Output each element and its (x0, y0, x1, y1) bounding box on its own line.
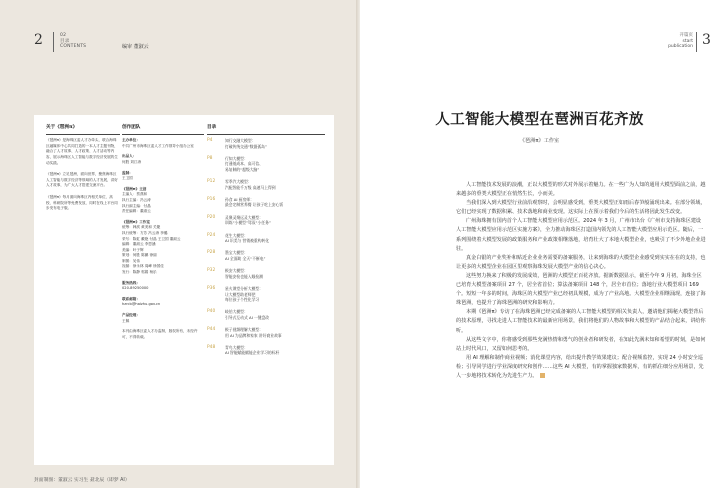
team-line: 王佩 (122, 318, 130, 323)
toc-line: 零季汽大模型： (225, 179, 252, 185)
article-byline: 《琶洲π》工作室 (519, 138, 560, 144)
team-heading: 《琶洲π》工作室 (122, 219, 150, 224)
toc-line: 知行交融大模型： (225, 138, 256, 144)
team-line: 采写：陈虹 戴艳 付晶 王卫国 董淑云 (122, 236, 181, 241)
toc-line: AI 智能赋能赋能企业学习的标杆 (225, 350, 280, 356)
team-line: 执行主编：冯云涛 (122, 197, 151, 202)
team-block (122, 171, 204, 182)
cover-credit: 封面制图：董淑云 实习生 聂北辰（即梦 AI） (34, 478, 130, 483)
team-heading: 出品人： (122, 154, 137, 159)
toc-text (225, 327, 325, 338)
article-title: 人工智能大模型在琶洲百花齐放 (435, 112, 644, 128)
section-line: 02 (60, 33, 67, 38)
toc-list (207, 138, 325, 356)
team-heading: 产品经理： (122, 313, 140, 318)
toc-line: 引导式互动式 AI 一键盘改 (225, 314, 270, 320)
toc-line: 行知大模型： (225, 156, 248, 161)
column-rule (122, 134, 204, 135)
about-title: 关于《琶洲π》 (46, 125, 78, 130)
section-line: 开篇页 (679, 33, 693, 38)
team-line: 中共广州市海珠区委人才工作领导小组办公室 (122, 143, 194, 148)
toc-item (207, 197, 325, 208)
section-line: CONTENTS (60, 44, 87, 49)
column-rule (207, 134, 325, 135)
toc-item (207, 309, 325, 320)
team-line: 发行：陈静 郭娟 杨乐 (122, 270, 157, 275)
team-heading: 主办单位： (122, 138, 140, 143)
team-line: 王卫国 (122, 176, 133, 181)
article-paragraph: 这些努力换来了积极的发展成效，琶洲的大模型正百花齐放。据新数据显示，截至今年 9 月初，海珠全区已培育大模型备案项目 27 个，居全省首位；算法备案项目 148 个，居全市首位；落地行业大模型项目 169 个。短短一年多的时间，海珠区的大模型产业已经初具规模，成为了产业高地。大模型企业相继涌现，连接了海珠琶洲，也提升了海珠琶洲的研究和影响力。 (456, 272, 706, 307)
end-mark-icon (540, 373, 545, 378)
toc-text (225, 197, 325, 208)
team-block (122, 297, 204, 308)
toc-line: 岐伯大模型： (225, 309, 248, 315)
toc-text (225, 268, 325, 279)
left-page-number: 2 (34, 32, 43, 48)
right-page (360, 0, 719, 488)
team-heading: 《琶洲π》主创 (122, 186, 147, 191)
team-block (122, 281, 204, 292)
team-heading: 服务热线： (122, 280, 140, 285)
toc-line: 灵聚灵聚远灵大模型： (225, 214, 263, 220)
team-line: 本刊由海珠区委人才办监制，版权所有，未经许可，不得转载。 (122, 329, 198, 339)
article-paragraph: 真金白银的产业奖补和贴近企业业务需要的备案服务，让来到海珠的大模型企业感受到实实在在的支持，也让更多的大模型企业在园区里观察海珠发展大模型产业的信心决心。 (456, 254, 706, 270)
team-line: 视频：徐永林 周峰 徐国佳 (122, 264, 164, 269)
team-block (122, 154, 204, 165)
toc-line: 孙食 AI 厨房师： (225, 197, 254, 203)
about-paragraph: 《琶洲π》每月面向海珠区内相关单位、高校、科研院所等免费发放，同时在线上平台同步发布电子版。 (46, 194, 118, 211)
toc-line: 智能安检也能入眼检测 (225, 273, 263, 279)
team-block (122, 138, 204, 149)
toc-line: 极子视频理解大模型： (225, 327, 263, 333)
toc-line: 墨宝大模型： (225, 250, 248, 256)
toc-text (225, 215, 325, 226)
toc-line: 易复制的“超级大脑” (225, 166, 260, 172)
toc-line: 星火课堂分析大模型： (225, 286, 263, 292)
toc-page: P20 (207, 214, 216, 220)
article-paragraph: 当我们深入到大模型行业前沿观察时，会明显感受到，垂类大模型正如雨后春笋般涌现出来。在部分领域，它们已经实现了数据积累、技术落地和商业变现。这实际上在预示着我们今后的生活将因此发生改变。 (456, 200, 706, 216)
toc-item (207, 179, 325, 190)
team-heading: 监制： (122, 170, 133, 175)
toc-page: P8 (207, 156, 213, 161)
toc-line: 每位孩子个性化学习 (225, 296, 260, 302)
toc-item (207, 327, 325, 338)
toc-line: 汽配智能千万级 高速马上得到 (225, 184, 276, 190)
toc-item (207, 156, 325, 172)
about-paragraph: 《琶洲π》立足琶洲，面向世界，聚焦海珠区人工智能与数字经济等领域的人才发展，讲好人才故事，为广大人才搭建交流平台。 (46, 172, 118, 188)
toc-text (225, 138, 325, 149)
toc-text (225, 250, 325, 261)
toc-column (207, 125, 325, 363)
right-section-label (648, 33, 693, 50)
team-body (122, 138, 204, 340)
toc-line: 用 AI 为品牌和家家 讲好商业故事 (225, 332, 282, 338)
team-block (122, 220, 204, 276)
left-section-label (60, 33, 86, 50)
team-line: 何胜 刘江涛 (122, 159, 142, 164)
toc-page: P24 (207, 232, 216, 238)
toc-item (207, 268, 325, 279)
team-title: 创作团队 (122, 125, 141, 130)
toc-page: P48 (207, 344, 216, 350)
toc-page: P16 (207, 197, 216, 203)
toc-line: 打破传统交通“数据孤岛” (225, 143, 267, 149)
toc-page: P28 (207, 250, 216, 256)
article-paragraph: 人工智能技术发展的浪潮，正以大模型的形式对外展示着魅力。在一些广为人知的通用大模型面前之前，越来越多的垂类大模型正在悄然生长，小而美。 (456, 182, 706, 198)
toc-item (207, 233, 325, 244)
article-paragraph: 用 AI 理解和制作商业视频；消化课堂内容，给出提升教学效果建议；配合视频监控，实现 24 小时安全巡检；引导同学进行学业深度研究和创作……这些 AI 大模型，有的掌握独家数据库，有的抓住细分应用场景，先人一步地将技术转化为先进生产力。 (456, 354, 704, 379)
article-body (456, 181, 706, 381)
toc-item (207, 138, 325, 149)
about-body (46, 138, 120, 212)
team-line: 统筹：韩滨 黄美和 关婕 (122, 225, 161, 230)
toc-line: 花生大模型： (225, 232, 248, 238)
toc-line: 极安大模型： (225, 268, 248, 274)
team-line: 制图：吴伟 (122, 258, 140, 263)
right-header-divider (696, 32, 697, 52)
toc-page: P36 (207, 286, 216, 292)
toc-item (207, 250, 325, 261)
left-header-divider (53, 32, 54, 52)
editor-credit: 编审 董淑云 (122, 44, 149, 50)
toc-text (225, 156, 325, 172)
toc-line: 最会定制营养餐 让孩子吃上安心饭 (225, 202, 284, 208)
right-page-number: 3 (702, 32, 711, 48)
toc-line: 让大模型助老师把 (225, 291, 256, 297)
team-column (122, 125, 204, 345)
toc-text (225, 233, 325, 244)
toc-page: P12 (207, 179, 216, 185)
toc-line: 打通低成本、高可信、 (225, 161, 263, 167)
team-line: 主编人：蔡燕和 (122, 192, 148, 197)
toc-text (225, 286, 325, 302)
team-line: 执行统筹：方芳 冯云涛 李璐 (122, 230, 168, 235)
about-paragraph: 《琶洲π》是海珠区委人才办牵头，联合海珠区融媒体中心共同打造的一本人才主题刊物，融合了人才故事、人才政策、人才活动等内容，展示海珠区人工智能与数字经济发展的生动实践。 (46, 138, 118, 165)
article-paragraph: 从这些文字中，你将感受到那些充满热情和勇气的创业者和研发者，在知此先满未知和希望的时刻，是如何站上时代风口，又留如何思考的。 (456, 336, 706, 352)
toc-page: P32 (207, 268, 216, 274)
article-paragraph: 广州海珠拥有国内首个人工智能大模型应用示范区。2024 年 3 月，广州市出台《广州市支持海珠区建设人工智能大模型应用示范区实施方案》，全力推动海珠区打造国内领先的人工智能大模型应用示范区。随后，一系列围绕着大模型发展的政策服务和产业政策相继落地，培育壮大了本地大模型企业，也吸引了不少外地企业进驻。 (456, 218, 706, 252)
toc-title: 目录 (207, 125, 217, 130)
team-block (122, 329, 204, 340)
toc-item (207, 345, 325, 356)
toc-line: 训练“小模型”驾驭“小任务” (225, 220, 271, 226)
section-line: start (682, 38, 693, 44)
team-line: 020-89250000 (122, 286, 149, 291)
team-line: 美编：叶子辉 (122, 247, 144, 252)
toc-page: P4 (207, 138, 213, 144)
contents-card (34, 115, 334, 465)
team-heading: 联系邮箱： (122, 296, 140, 301)
toc-text (225, 309, 325, 320)
about-column (46, 125, 120, 218)
team-block (122, 187, 204, 215)
section-line: 目录 (60, 38, 70, 44)
toc-text (225, 345, 325, 356)
team-line: hzrcb@haizhu.gov.cn (122, 302, 161, 307)
toc-text (225, 179, 325, 190)
team-line: 策划：何胜 陈鹏 徐丽 (122, 253, 157, 258)
toc-line: AI 全面助 全天“不断电” (225, 255, 266, 261)
toc-page: P40 (207, 309, 216, 315)
toc-item (207, 215, 325, 226)
toc-page: P44 (207, 327, 216, 333)
toc-item (207, 286, 325, 302)
article-paragraph: 本期《琶洲π》专访了在海珠琶洲已经完成备案的人工智能大模型的相关负责人，邀请他们揭秘大模型背后的技术原理，寻找走进人工智能技术的最新应用场景，我们将他们的人物故事和大模型的产品结合起来，讲给你听。 (456, 309, 706, 334)
toc-line: AI 识美与 营销被重构转化 (225, 238, 270, 244)
team-block (122, 313, 204, 324)
toc-line: 青鸟大模型： (225, 344, 248, 350)
section-line: publication (668, 44, 693, 49)
team-line: 执行副主编：付晶 (122, 203, 151, 208)
team-line: 责任编辑：董淑云 (122, 209, 151, 214)
team-line: 编辑：董淑云 李思涵 (122, 242, 156, 247)
column-rule (46, 134, 120, 135)
